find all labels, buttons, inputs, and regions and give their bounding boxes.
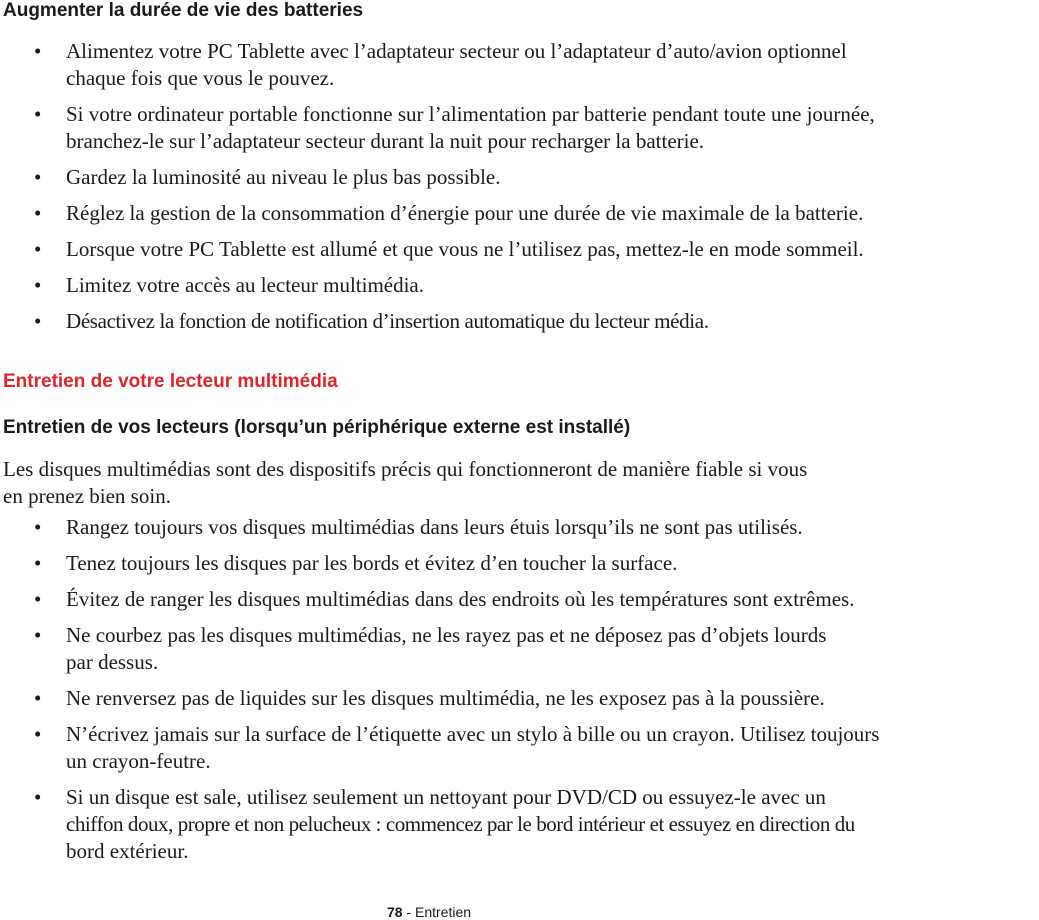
list-item: [0, 721, 879, 775]
list-item-line: Si un disque est sale, utilisez seulement un nettoyant pour DVD/CD ou essuyez-le avec un: [66, 785, 826, 809]
list-item-line: Réglez la gestion de la consommation d’énergie pour une durée de vie maximale de la batterie.: [66, 201, 864, 225]
list-item-line: chaque fois que vous le pouvez.: [66, 66, 335, 90]
bullet-icon: •: [34, 273, 42, 297]
list-item-line: bord extérieur.: [66, 839, 189, 863]
intro-line: en prenez bien soin.: [3, 484, 171, 508]
list-item-line: Rangez toujours vos disques multimédias dans leurs étuis lorsqu’ils ne sont pas utilisés.: [66, 515, 803, 539]
bullet-icon: •: [34, 237, 42, 261]
list-item-line: Tenez toujours les disques par les bords et évitez d’en toucher la surface.: [66, 551, 678, 575]
list-item: [0, 272, 875, 299]
list-item: [0, 784, 879, 865]
list-item: [0, 101, 875, 155]
list-item: [0, 236, 875, 263]
media-care-list: [0, 514, 879, 865]
battery-life-heading: Augmenter la durée de vie des batteries: [3, 0, 364, 21]
footer-separator: -: [402, 904, 415, 920]
list-item-line: par dessus.: [66, 650, 159, 674]
list-item: [0, 586, 879, 613]
list-item: [0, 200, 875, 227]
list-item-line: chiffon doux, propre et non pelucheux : commencez par le bord intérieur et essuyez en direction du: [66, 812, 855, 836]
list-item-line: branchez-le sur l’adaptateur secteur durant la nuit pour recharger la batterie.: [66, 129, 705, 153]
bullet-icon: •: [34, 686, 42, 710]
bullet-icon: •: [34, 587, 42, 611]
list-item: [0, 164, 875, 191]
intro-line: Les disques multimédias sont des dispositifs précis qui fonctionneront de manière fiable si vous: [3, 457, 808, 481]
list-item-line: Évitez de ranger les disques multimédias dans des endroits où les températures sont extrêmes.: [66, 587, 855, 611]
intro-paragraph: [3, 456, 807, 510]
bullet-icon: •: [34, 165, 42, 189]
list-item-line: Lorsque votre PC Tablette est allumé et que vous ne l’utilisez pas, mettez-le en mode sommeil.: [66, 237, 864, 261]
bullet-icon: •: [34, 785, 42, 809]
list-item: [0, 308, 875, 335]
bullet-icon: •: [34, 309, 42, 333]
list-item-line: un crayon-feutre.: [66, 749, 211, 773]
list-item-line: Gardez la luminosité au niveau le plus bas possible.: [66, 165, 501, 189]
list-item: [0, 514, 879, 541]
list-item-line: Ne renversez pas de liquides sur les disques multimédia, ne les exposez pas à la poussière.: [66, 686, 825, 710]
footer-section: Entretien: [414, 904, 472, 920]
media-drive-care-heading: Entretien de votre lecteur multimédia: [3, 371, 338, 392]
bullet-icon: •: [34, 722, 42, 746]
list-item-line: N’écrivez jamais sur la surface de l’étiquette avec un stylo à bille ou un crayon. Utilisez toujours: [66, 722, 880, 746]
page-number: 78: [386, 904, 403, 920]
bullet-icon: •: [34, 515, 42, 539]
list-item: [0, 38, 875, 92]
list-item: [0, 550, 879, 577]
battery-tips-list: [0, 38, 875, 335]
bullet-icon: •: [34, 201, 42, 225]
list-item-line: Ne courbez pas les disques multimédias, ne les rayez pas et ne déposez pas d’objets lourds: [66, 623, 827, 647]
list-item: [0, 685, 879, 712]
list-item-line: Limitez votre accès au lecteur multimédia.: [66, 273, 425, 297]
bullet-icon: •: [34, 623, 42, 647]
list-item-line: Alimentez votre PC Tablette avec l’adaptateur secteur ou l’adaptateur d’auto/avion optionnel: [66, 39, 847, 63]
list-item: [0, 622, 879, 676]
drives-care-subheading: Entretien de vos lecteurs (lorsqu’un périphérique externe est installé): [3, 417, 631, 438]
bullet-icon: •: [34, 551, 42, 575]
bullet-icon: •: [34, 102, 42, 126]
list-item-line: Désactivez la fonction de notification d’insertion automatique du lecteur média.: [66, 309, 709, 333]
list-item-line: Si votre ordinateur portable fonctionne sur l’alimentation par batterie pendant toute une journée,: [66, 102, 875, 126]
bullet-icon: •: [34, 39, 42, 63]
